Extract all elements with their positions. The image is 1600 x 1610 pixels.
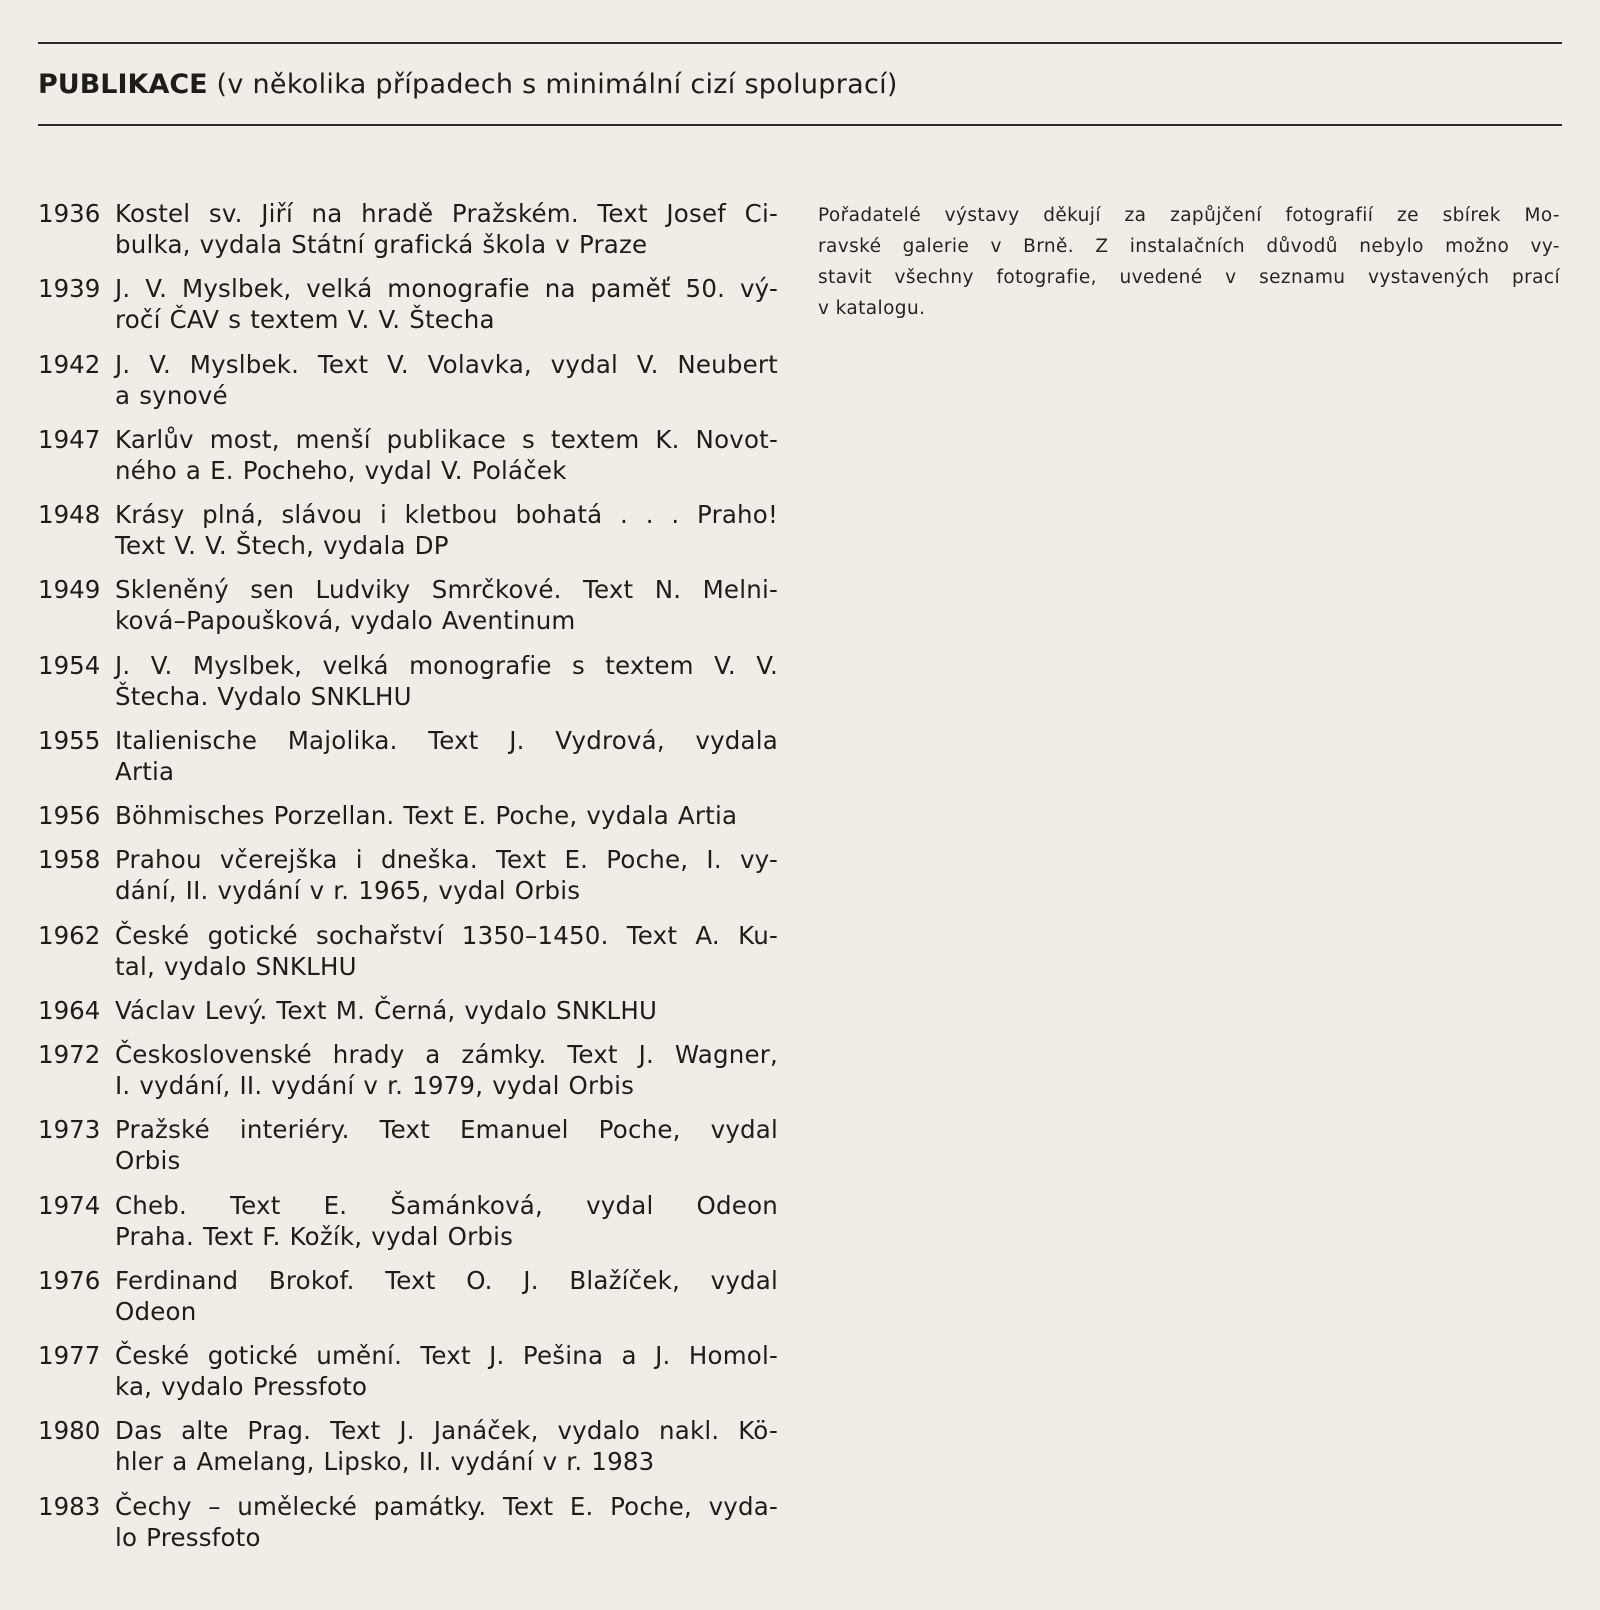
publication-text-line: lo Pressfoto	[115, 1522, 261, 1552]
note-line: ravské galerie v Brně. Z instalačních důvodů nebylo možno vy-	[818, 236, 1560, 257]
note-line: stavit všechny fotografie, uvedené v seznamu vystavených prací	[818, 267, 1560, 288]
publication-year: 1958	[38, 845, 101, 875]
publication-text-line: Československé hrady a zámky. Text J. Wagner,	[115, 1040, 778, 1069]
publication-year: 1977	[38, 1341, 101, 1370]
publication-text	[115, 800, 778, 831]
publication-text-line: Kostel sv. Jiří na hradě Pražském. Text Josef Ci-	[115, 199, 778, 228]
publication-text-line: J. V. Myslbek, velká monografie na paměť 50. vý-	[115, 274, 778, 304]
publication-text-line: dání, II. vydání v r. 1965, vydal Orbis	[115, 876, 581, 906]
publication-entry	[38, 1114, 778, 1176]
heading-subtitle: (v několika případech s minimální cizí spoluprací)	[216, 69, 898, 100]
publication-text	[115, 650, 778, 712]
publication-entry	[38, 1491, 778, 1553]
publication-text-line: Krásy plná, slávou i kletbou bohatá . . . Praho!	[115, 500, 778, 529]
publication-entry	[38, 273, 778, 335]
publication-text	[115, 1190, 778, 1252]
publication-text-line: Orbis	[115, 1146, 181, 1176]
publication-text-line: tal, vydalo SNKLHU	[115, 951, 357, 981]
publication-text	[115, 1415, 778, 1477]
publication-text-line: Pražské interiéry. Text Emanuel Poche, vydal	[115, 1115, 778, 1145]
publication-text	[115, 1491, 778, 1553]
publication-text-line: Odeon	[115, 1296, 197, 1326]
publication-year: 1983	[38, 1491, 101, 1521]
publication-year: 1936	[38, 199, 101, 228]
publication-text-line: Skleněný sen Ludviky Smrčkové. Text N. Melni-	[115, 575, 778, 605]
publication-year: 1949	[38, 575, 101, 605]
publication-text-line: Štecha. Vydalo SNKLHU	[115, 681, 412, 711]
publication-text	[115, 1039, 778, 1101]
section-heading	[38, 66, 898, 104]
publication-text-line: České gotické sochařství 1350–1450. Text A. Ku-	[115, 920, 778, 950]
publication-entry	[38, 499, 778, 561]
publication-year: 1942	[38, 349, 101, 379]
publication-text-line: Artia	[115, 756, 175, 786]
publication-text-line: J. V. Myslbek. Text V. Volavka, vydal V. Neubert	[115, 349, 778, 379]
note-line: v katalogu.	[818, 298, 926, 319]
acknowledgement-note	[818, 200, 1560, 324]
publication-year: 1948	[38, 500, 101, 529]
publication-text-line: Italienische Majolika. Text J. Vydrová, vydala	[115, 725, 778, 755]
publication-text	[115, 349, 778, 411]
publication-text-line: ka, vydalo Pressfoto	[115, 1372, 368, 1401]
publication-text-line: I. vydání, II. vydání v r. 1979, vydal Orbis	[115, 1071, 635, 1100]
publication-entry	[38, 800, 778, 831]
publication-text	[115, 844, 778, 906]
publication-text	[115, 920, 778, 982]
publication-entry	[38, 1190, 778, 1252]
publication-text-line: Praha. Text F. Kožík, vydal Orbis	[115, 1221, 514, 1251]
publication-text-line: Čechy – umělecké památky. Text E. Poche, vyda-	[115, 1491, 778, 1521]
publication-text	[115, 1114, 778, 1176]
publication-year: 1972	[38, 1040, 101, 1069]
publication-text	[115, 499, 778, 561]
publication-entry	[38, 1039, 778, 1101]
publication-year: 1939	[38, 274, 101, 304]
publication-year: 1956	[38, 801, 101, 830]
publication-text-line: Text V. V. Štech, vydala DP	[115, 531, 449, 560]
publication-text-line: Ferdinand Brokof. Text O. J. Blažíček, vydal	[115, 1265, 778, 1295]
publication-text	[115, 1340, 778, 1402]
publication-text	[115, 198, 778, 260]
publication-text-line: hler a Amelang, Lipsko, II. vydání v r. 1983	[115, 1447, 655, 1477]
publication-year: 1962	[38, 920, 101, 950]
publication-text-line: ročí ČAV s textem V. V. Štecha	[115, 305, 495, 335]
publication-text-line: ková–Papoušková, vydalo Aventinum	[115, 606, 576, 636]
publication-text-line: bulka, vydala Státní grafická škola v Praze	[115, 230, 648, 259]
publication-entry	[38, 349, 778, 411]
publication-entry	[38, 920, 778, 982]
publication-text-line: České gotické umění. Text J. Pešina a J. Homol-	[115, 1341, 778, 1370]
publication-text-line: ného a E. Pocheho, vydal V. Poláček	[115, 455, 567, 485]
heading-bottom-rule	[38, 124, 1562, 126]
publication-entry	[38, 650, 778, 712]
publication-year: 1947	[38, 424, 101, 454]
publication-text	[115, 725, 778, 787]
top-rule	[38, 42, 1562, 44]
publication-entry	[38, 1265, 778, 1327]
publication-text-line: Karlův most, menší publikace s textem K. Novot-	[115, 424, 778, 454]
publication-text-line: Böhmisches Porzellan. Text E. Poche, vydala Artia	[115, 801, 738, 830]
note-line: Pořadatelé výstavy děkují za zapůjčení fotografií ze sbírek Mo-	[818, 205, 1560, 226]
publication-year: 1976	[38, 1265, 101, 1295]
publication-year: 1974	[38, 1190, 101, 1220]
publication-entry	[38, 1340, 778, 1402]
publication-entry	[38, 995, 778, 1026]
publication-text-line: J. V. Myslbek, velká monografie s textem V. V.	[115, 650, 778, 680]
publication-entry	[38, 424, 778, 486]
publication-text-line: Prahou včerejška i dneška. Text E. Poche, I. vy-	[115, 845, 778, 875]
publication-text-line: a synové	[115, 380, 228, 410]
publication-entry	[38, 844, 778, 906]
publication-text	[115, 995, 778, 1026]
publication-entry	[38, 198, 778, 260]
publication-year: 1973	[38, 1115, 101, 1145]
publication-text	[115, 574, 778, 636]
publication-entry	[38, 574, 778, 636]
publication-list	[38, 198, 778, 1566]
publication-text-line: Cheb. Text E. Šamánková, vydal Odeon	[115, 1190, 778, 1220]
publication-entry	[38, 725, 778, 787]
publication-year: 1954	[38, 650, 101, 680]
publication-year: 1964	[38, 995, 101, 1025]
publication-year: 1955	[38, 725, 101, 755]
publication-text-line: Das alte Prag. Text J. Janáček, vydalo nakl. Kö-	[115, 1416, 778, 1446]
publication-entry	[38, 1415, 778, 1477]
publication-text	[115, 424, 778, 486]
heading-title: PUBLIKACE	[38, 69, 208, 100]
publication-text	[115, 1265, 778, 1327]
publication-year: 1980	[38, 1416, 101, 1446]
publication-text-line: Václav Levý. Text M. Černá, vydalo SNKLHU	[115, 995, 658, 1025]
publication-text	[115, 273, 778, 335]
